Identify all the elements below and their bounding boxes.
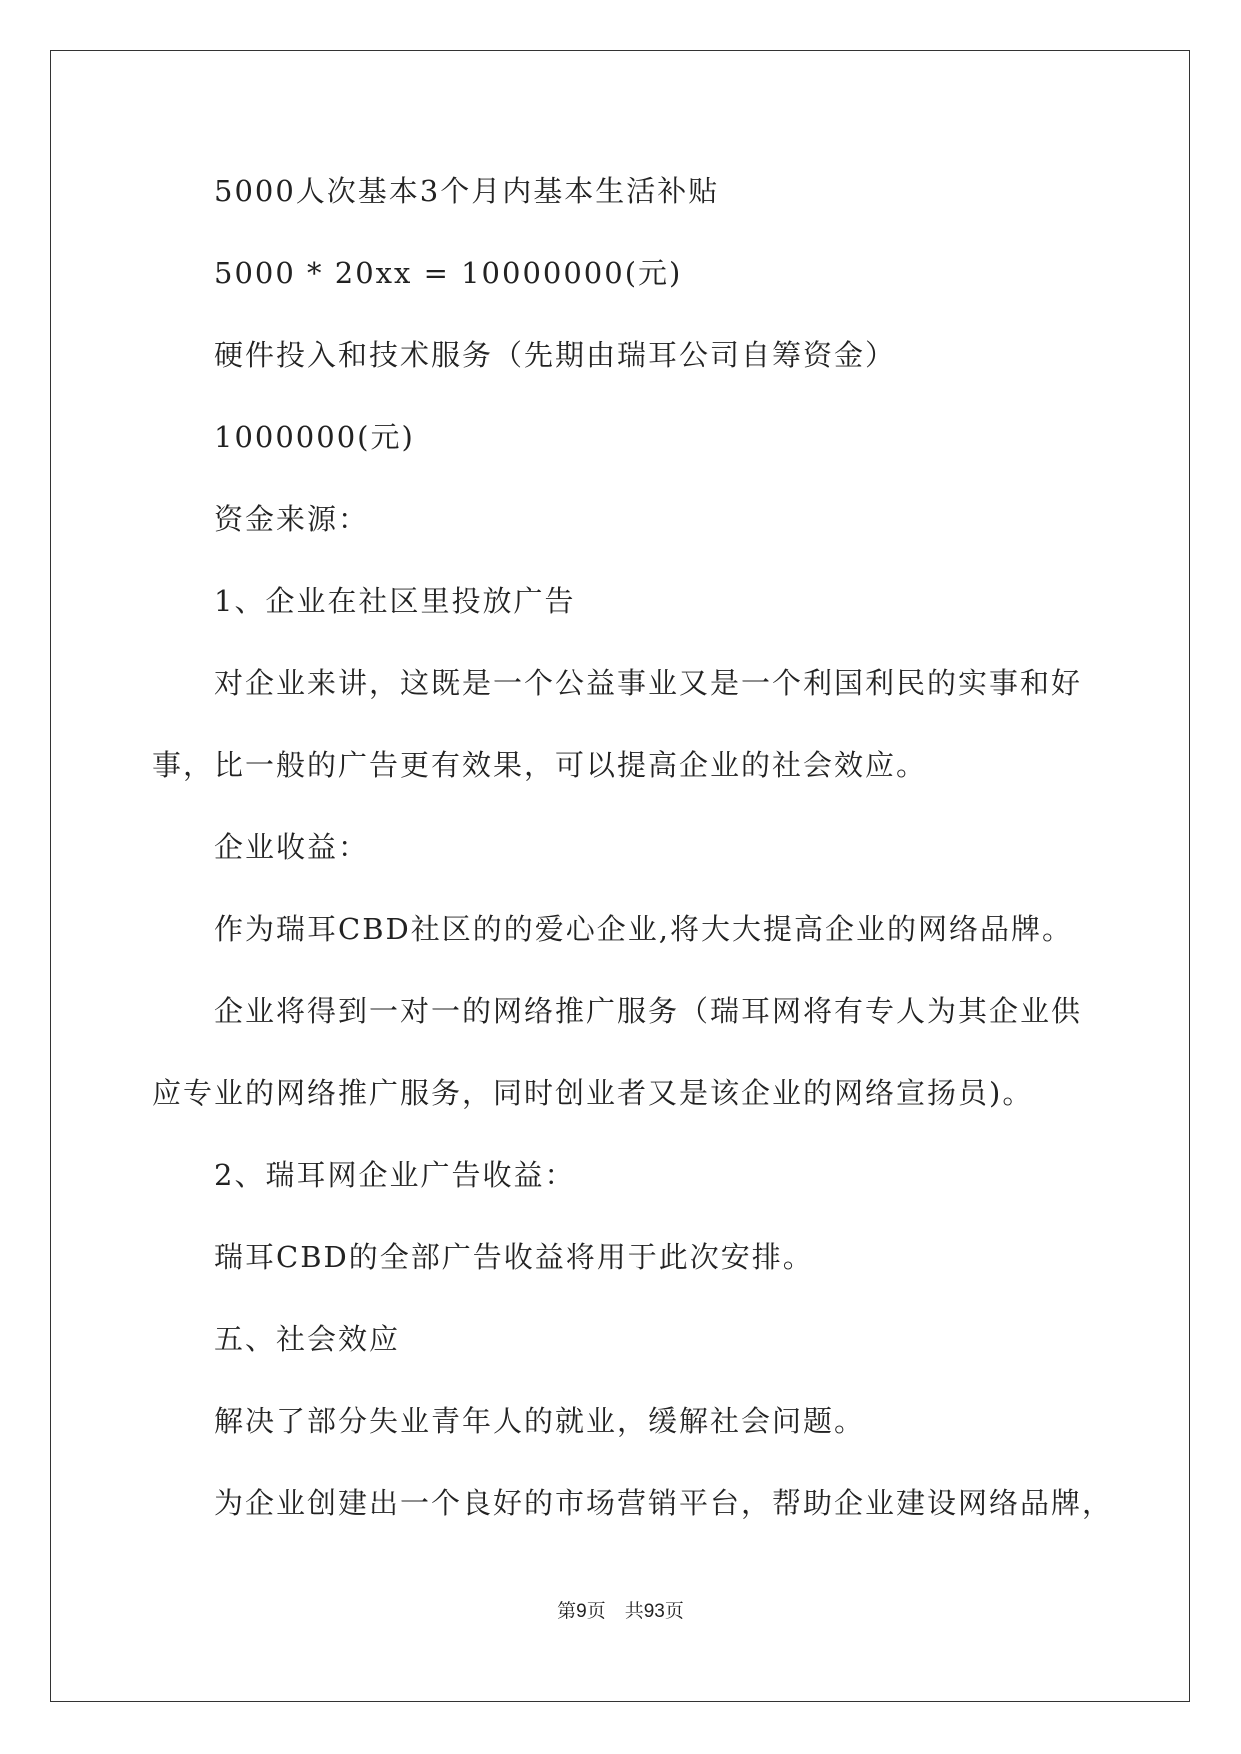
paragraph: 硬件投入和技术服务（先期由瑞耳公司自筹资金） (214, 338, 897, 372)
paragraph: 五、社会效应 (214, 1322, 401, 1356)
paragraph: 1、企业在社区里投放广告 (214, 584, 576, 618)
paragraph: 瑞耳CBD的全部广告收益将用于此次安排。 (214, 1240, 814, 1274)
paragraph: 作为瑞耳CBD社区的的爱心企业,将大大提高企业的网络品牌。 (214, 912, 1073, 946)
page-footer (0, 1596, 1241, 1623)
paragraph: 事，比一般的广告更有效果，可以提高企业的社会效应。 (152, 748, 928, 782)
paragraph: 解决了部分失业青年人的就业，缓解社会问题。 (214, 1404, 866, 1438)
page-number: 第9页 共93页 (557, 1601, 684, 1622)
paragraph: 企业将得到一对一的网络推广服务（瑞耳网将有专人为其企业供 (214, 994, 1083, 1028)
paragraph: 对企业来讲，这既是一个公益事业又是一个利国利民的实事和好 (214, 666, 1083, 700)
paragraph: 应专业的网络推广服务，同时创业者又是该企业的网络宣扬员)。 (152, 1076, 1034, 1110)
paragraph: 5000 * 20xx = 10000000(元) (214, 256, 683, 290)
paragraph: 资金来源： (214, 502, 370, 536)
paragraph: 为企业创建出一个良好的市场营销平台，帮助企业建设网络品牌， (214, 1486, 1114, 1520)
paragraph: 2、瑞耳网企业广告收益： (214, 1158, 576, 1192)
paragraph: 1000000(元) (214, 420, 415, 454)
document-body (152, 150, 1114, 1544)
paragraph: 5000人次基本3个月内基本生活补贴 (214, 174, 720, 208)
paragraph: 企业收益： (214, 830, 370, 864)
